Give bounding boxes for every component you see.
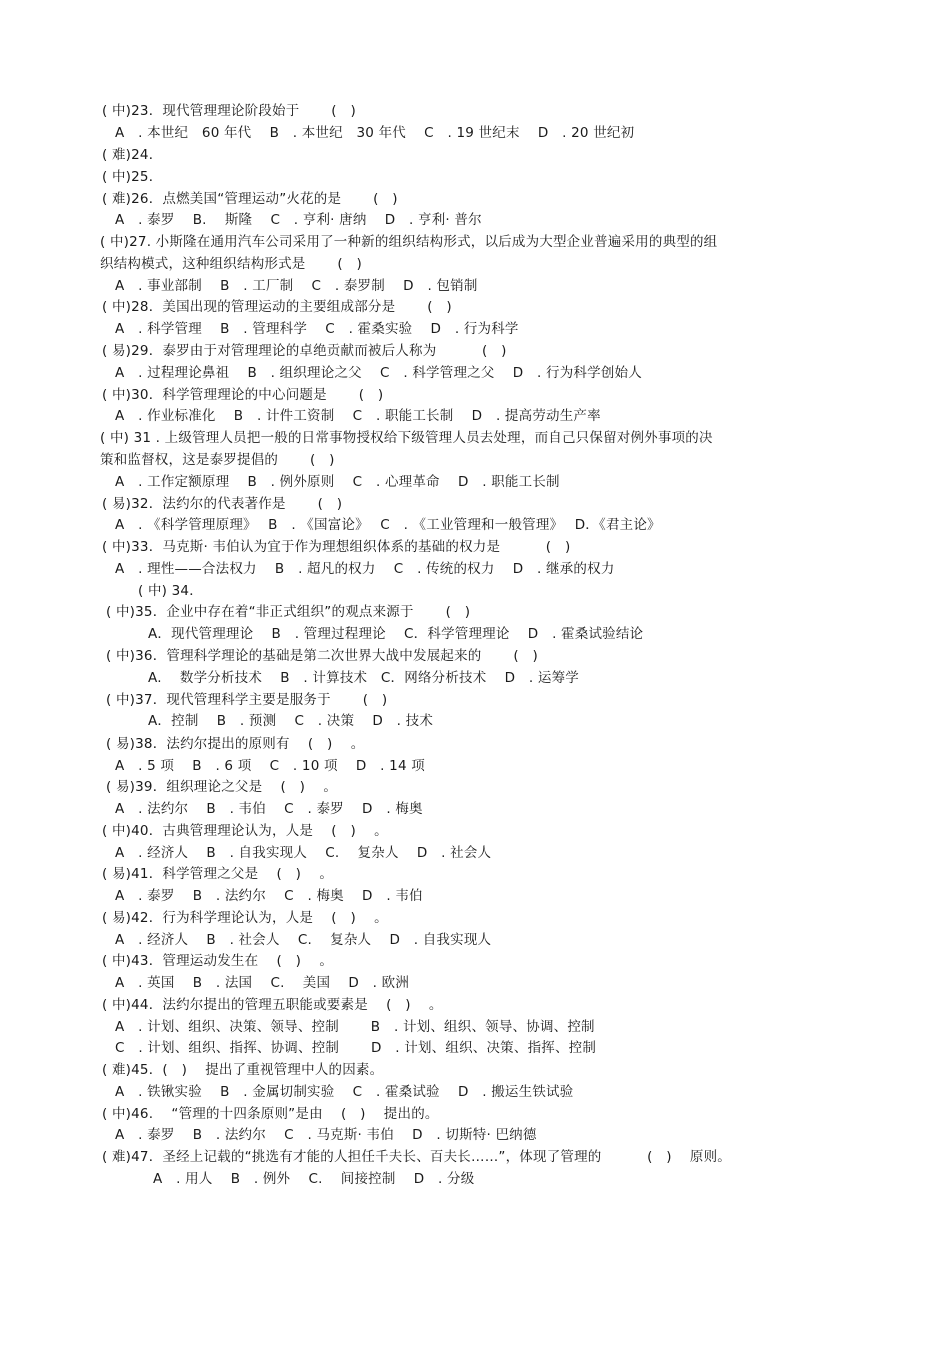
options-line: A. 数学分析技术 B . 计算技术 C．网络分析技术 D . 运筹学 [148,670,580,686]
question-line: ( 难)24． [102,147,163,163]
question-line: ( 易)41．科学管理之父是 ( ) 。 [102,866,334,882]
options-line: A . 5 项 B . 6 项 C . 10 项 D . 14 项 [115,758,425,774]
options-line: A . 泰罗 B . 法约尔 C . 马克斯· 韦伯 D . 切斯特· 巴纳德 [115,1127,537,1143]
options-line: A . 英国 B . 法国 C. 美国 D . 欧洲 [115,975,410,991]
question-line: ( 难)47．圣经上记载的“挑选有才能的人担任千夫长、百夫长……”，体现了管理的 ( ) 原则。 [102,1149,732,1165]
question-line: ( 易)32．法约尔的代表著作是 ( ) [102,496,343,512]
question-continuation-line: 策和监督权，这是泰罗提倡的 ( ) [100,452,335,468]
options-line: A . 工作定额原理 B . 例外原则 C . 心理革命 D . 职能工长制 [115,474,560,490]
question-line: ( 中)36．管理科学理论的基础是第二次世界大战中发展起来的 ( ) [106,648,539,664]
question-line: ( 中)30．科学管理理论的中心问题是 ( ) [102,387,384,403]
options-line: A . 事业部制 B . 工厂制 C . 泰罗制 D . 包销制 [115,278,478,294]
question-line: ( 中)44．法约尔提出的管理五职能或要素是 ( ) 。 [102,997,443,1013]
options-line: A . 本世纪 60 年代 B . 本世纪 30 年代 C . 19 世纪末 D . 20 世纪初 [115,125,635,141]
options-line: A . 经济人 B . 自我实现人 C. 复杂人 D . 社会人 [115,845,492,861]
question-continuation-line: 织结构模式，这种组织结构形式是 ( ) [100,256,363,272]
question-line: ( 中)27. 小斯隆在通用汽车公司采用了一种新的组织结构形式，以后成为大型企业普遍采用的典型的组 [100,234,718,250]
question-line: ( 中)37．现代管理科学主要是服务于 ( ) [106,692,388,708]
options-line: A . 《科学管理原理》 B . 《国富论》 C . 《工业管理和一般管理》 D．《君主论》 [115,517,661,533]
options-line: A . 科学管理 B . 管理科学 C . 霍桑实验 D . 行为科学 [115,321,519,337]
options-line: A . 计划、组织、决策、领导、控制 B . 计划、组织、领导、协调、控制 [115,1019,595,1035]
question-line: ( 中)40．古典管理理论认为，人是 ( ) 。 [102,823,388,839]
question-line: ( 易)38．法约尔提出的原则有 ( ) 。 [106,736,365,752]
options-line: A . 过程理论鼻祖 B . 组织理论之父 C . 科学管理之父 D . 行为科学创始人 [115,365,642,381]
options-line: A . 泰罗 B. 斯隆 C . 亨利· 唐纳 D . 亨利· 普尔 [115,212,482,228]
question-line: ( 易)39．组织理论之父是 ( ) 。 [106,779,338,795]
question-line: ( 中)25． [102,169,163,185]
question-line: ( 中) 34． [138,583,203,599]
options-line: A．控制 B . 预测 C . 决策 D . 技术 [148,713,434,729]
options-line: A . 铁锹实验 B . 金属切制实验 C . 霍桑试验 D . 搬运生铁试验 [115,1084,574,1100]
question-line: ( 中)33．马克斯· 韦伯认为宜于作为理想组织体系的基础的权力是 ( ) [102,539,571,555]
question-line: ( 中) 31 . 上级管理人员把一般的日常事物授权给下级管理人员去处理，而自己只保留对例外事项的决 [100,430,713,446]
options-line: A . 法约尔 B . 韦伯 C . 泰罗 D . 梅奥 [115,801,423,817]
options-line: A . 泰罗 B . 法约尔 C . 梅奥 D . 韦伯 [115,888,423,904]
options-line: A . 用人 B . 例外 C. 间接控制 D . 分级 [153,1171,475,1187]
question-line: ( 易)42．行为科学理论认为，人是 ( ) 。 [102,910,388,926]
options-line: A . 理性——合法权力 B . 超凡的权力 C . 传统的权力 D . 继承的权力 [115,561,615,577]
question-line: ( 中)35．企业中存在着“非正式组织”的观点来源于 ( ) [106,604,471,620]
options-line: A．现代管理理论 B . 管理过程理论 C．科学管理理论 D . 霍桑试验结论 [148,626,644,642]
question-line: ( 难)26．点燃美国“管理运动”火花的是 ( ) [102,191,398,207]
question-line: ( 中)23．现代管理理论阶段始于 ( ) [102,103,356,119]
options-line: A . 经济人 B . 社会人 C. 复杂人 D . 自我实现人 [115,932,492,948]
options-line: C . 计划、组织、指挥、协调、控制 D . 计划、组织、决策、指挥、控制 [115,1040,597,1056]
options-line: A . 作业标准化 B . 计件工资制 C . 职能工长制 D . 提高劳动生产率 [115,408,601,424]
question-line: ( 难)45．( ) 提出了重视管理中人的因素。 [102,1062,384,1078]
question-line: ( 中)46. “管理的十四条原则”是由 ( ) 提出的。 [102,1106,439,1122]
question-line: ( 中)43．管理运动发生在 ( ) 。 [102,953,334,969]
question-line: ( 中)28．美国出现的管理运动的主要组成部分是 ( ) [102,299,452,315]
question-line: ( 易)29．泰罗由于对管理理论的卓绝贡献而被后人称为 ( ) [102,343,507,359]
